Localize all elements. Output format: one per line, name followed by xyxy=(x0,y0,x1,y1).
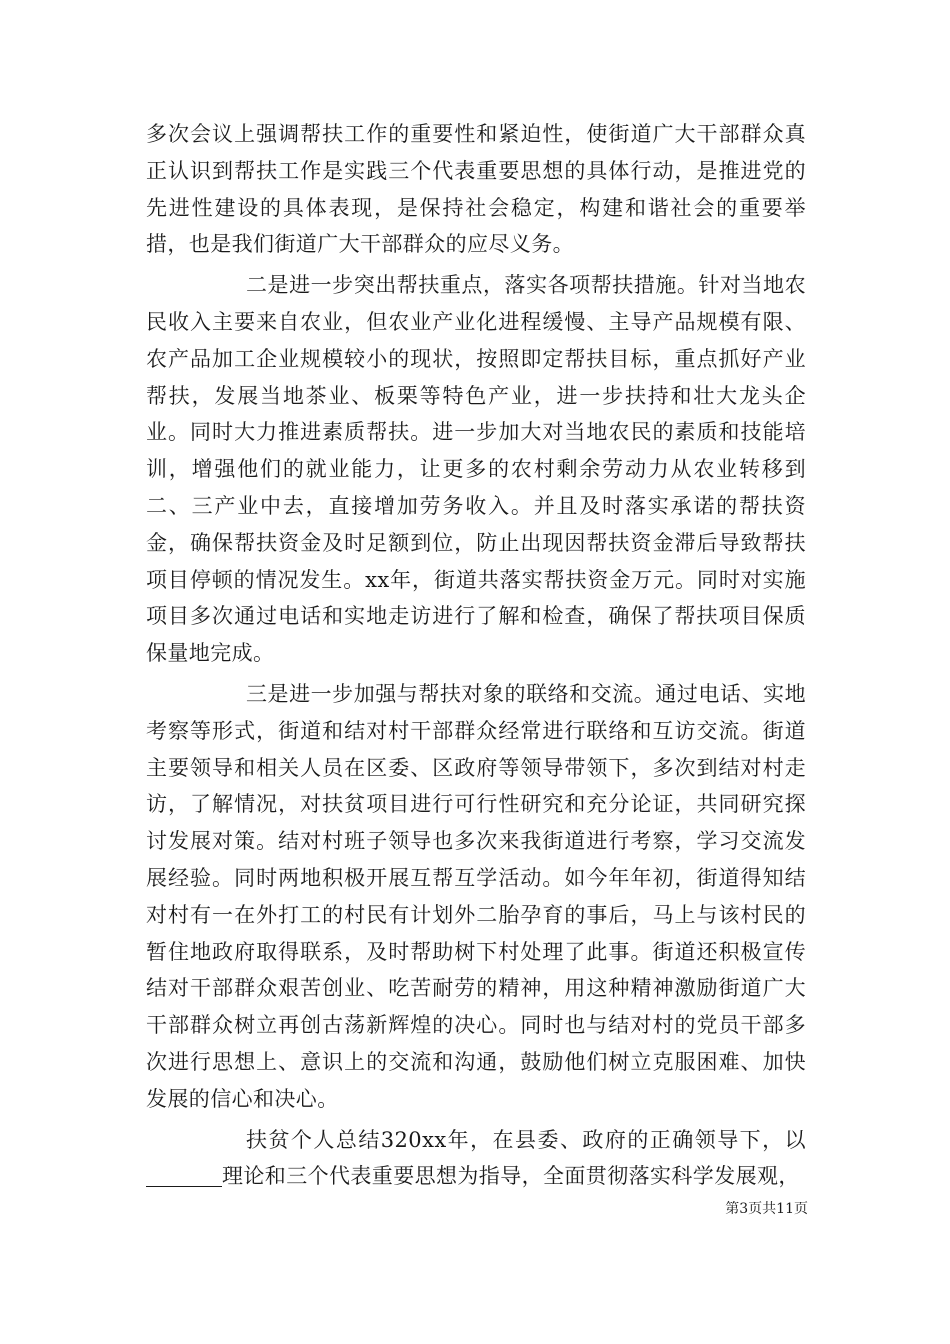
document-body xyxy=(146,116,806,1195)
paragraph-continuation: 多次会议上强调帮扶工作的重要性和紧迫性，使街道广大干部群众真正认识到帮扶工作是实践三个代表重要思想的具体行动，是推进党的先进性建设的具体表现，是保持社会稳定，构建和谐社会的重要举措，也是我们街道广大干部群众的应尽义务。 xyxy=(146,122,806,257)
summary-text-end: 理论和三个代表重要思想为指导，全面贯彻落实科学发展观， xyxy=(222,1164,800,1189)
paragraph-point-two: 二是进一步突出帮扶重点，落实各项帮扶措施。针对当地农民收入主要来自农业，但农业产业化进程缓慢、主导产品规模有限、农产品加工企业规模较小的现状，按照即定帮扶目标，重点抓好产业帮扶，发展当地茶业、板栗等特色产业，进一步扶持和壮大龙头企业。同时大力推进素质帮扶。进一步加大对当地农民的素质和技能培训，增强他们的就业能力，让更多的农村剩余劳动力从农业转移到二、三产业中去，直接增加劳务收入。并且及时落实承诺的帮扶资金，确保帮扶资金及时足额到位，防止出现因帮扶资金滞后导致帮扶项目停顿的情况发生。xx年，街道共落实帮扶资金万元。同时对实施项目多次通过电话和实地走访进行了解和检查，确保了帮扶项目保质保量地完成。 xyxy=(146,273,806,666)
paragraph-summary-start xyxy=(146,1122,806,1196)
page-number-footer: 第3页共11页 xyxy=(725,1201,808,1217)
summary-text-start: 扶贫个人总结320xx年，在县委、政府的正确领导下，以 xyxy=(246,1127,806,1152)
fill-in-blank xyxy=(146,1164,222,1187)
paragraph-point-three: 三是进一步加强与帮扶对象的联络和交流。通过电话、实地考察等形式，街道和结对村干部群众经常进行联络和互访交流。街道主要领导和相关人员在区委、区政府等领导带领下，多次到结对村走访，了解情况，对扶贫项目进行可行性研究和充分论证，共同研究探讨发展对策。结对村班子领导也多次来我街道进行考察，学习交流发展经验。同时两地积极开展互帮互学活动。如今年年初，街道得知结对村有一在外打工的村民有计划外二胎孕育的事后，马上与该村民的暂住地政府取得联系，及时帮助树下村处理了此事。街道还积极宣传结对干部群众艰苦创业、吃苦耐劳的精神，用这种精神激励街道广大干部群众树立再创古荡新辉煌的决心。同时也与结对村的党员干部多次进行思想上、意识上的交流和沟通，鼓励他们树立克服困难、加快发展的信心和决心。 xyxy=(146,681,806,1111)
